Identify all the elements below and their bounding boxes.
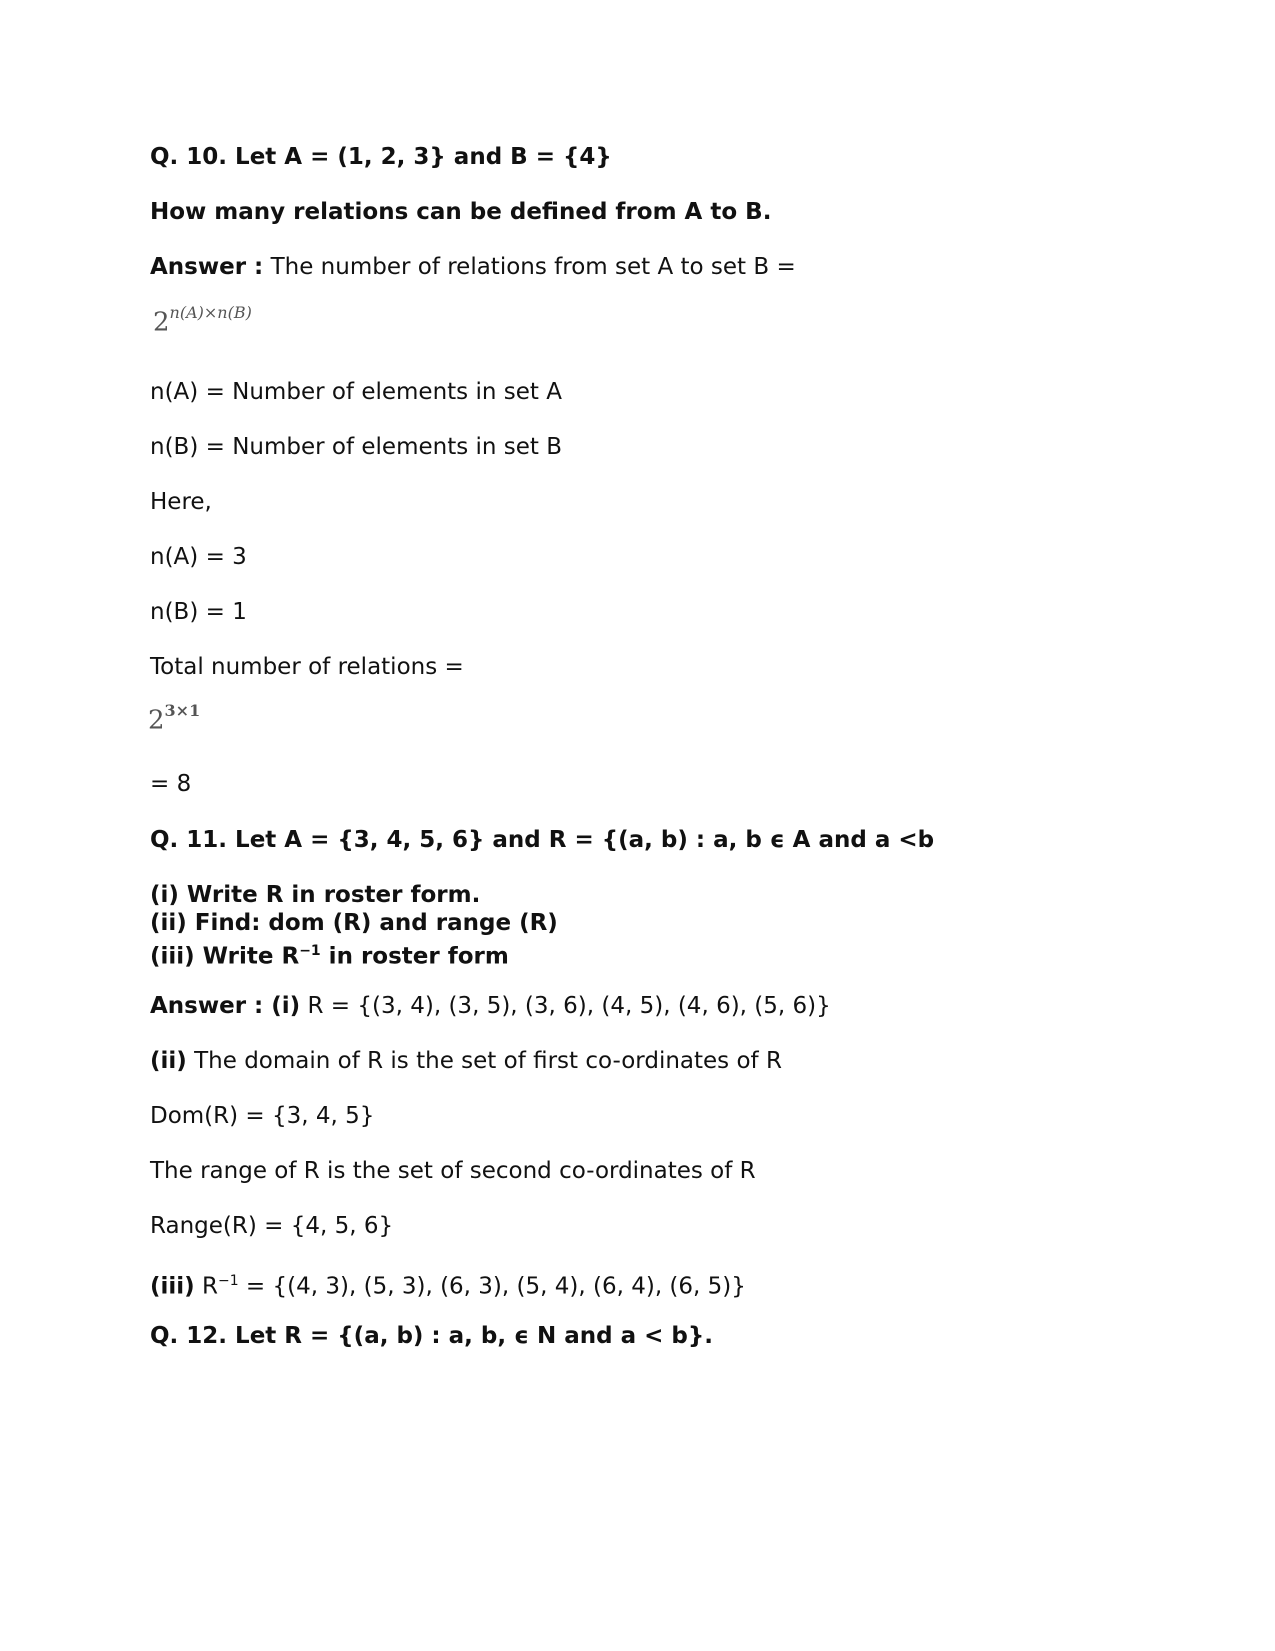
- na-value: n(A) = 3: [150, 544, 247, 570]
- q10-answer: Answer : The number of relations from set A to set B =: [150, 254, 796, 280]
- q12-title: Q. 12. Let R = {(a, b) : a, b, ϵ N and a < b}.: [150, 1323, 713, 1349]
- q11-answer-iii: (iii) $R^{-1} = \{(4$, 3), (5, 3), (6, 3), (5, 4), (6, 4), (6, 5)}: [150, 1273, 746, 1300]
- nb-value: n(B) = 1: [150, 599, 247, 625]
- q11-title: Q. 11. Let A = {3, 4, 5, 6} and R = {(a, b) : a, b ϵ A and a <b: [150, 827, 935, 853]
- q11-part3: (iii) Write $R^{-1}$ in roster form: [150, 943, 509, 970]
- q11-part1: (i) Write R in roster form.: [150, 882, 481, 908]
- q10-title: Q. 10. Let A = (1, 2, 3} and B = {4}: [150, 144, 612, 170]
- q11-answer-i: Answer : (i) R = {(3, 4), (3, 5), (3, 6), (4, 5), (4, 6), (5, 6)}: [150, 993, 831, 1019]
- def-na: n(A) = Number of elements in set A: [150, 379, 562, 405]
- def-nb: n(B) = Number of elements in set B: [150, 434, 563, 460]
- relations-formula: $2^{n(A)\times n(B)}$: [153, 303, 252, 338]
- q11-answer-ii: (ii) The domain of R is the set of first co-ordinates of R: [150, 1048, 782, 1074]
- answer-label: Answer :: [150, 254, 264, 280]
- answer-label: Answer :: [150, 993, 264, 1019]
- q11-part2: (ii) Find: dom (R) and range (R): [150, 910, 558, 936]
- here-text: Here,: [150, 489, 212, 515]
- total-relations-text: Total number of relations =: [150, 654, 464, 680]
- total-formula: $2^{3\times 1}$: [148, 701, 201, 736]
- dom-value: Dom(R) = {3, 4, 5}: [150, 1103, 375, 1129]
- range-description: The range of R is the set of second co-ordinates of R: [150, 1158, 756, 1184]
- range-value: Range(R) = {4, 5, 6}: [150, 1213, 394, 1239]
- q10-question: How many relations can be defined from A to B.: [150, 199, 772, 225]
- result-value: = 8: [150, 771, 192, 797]
